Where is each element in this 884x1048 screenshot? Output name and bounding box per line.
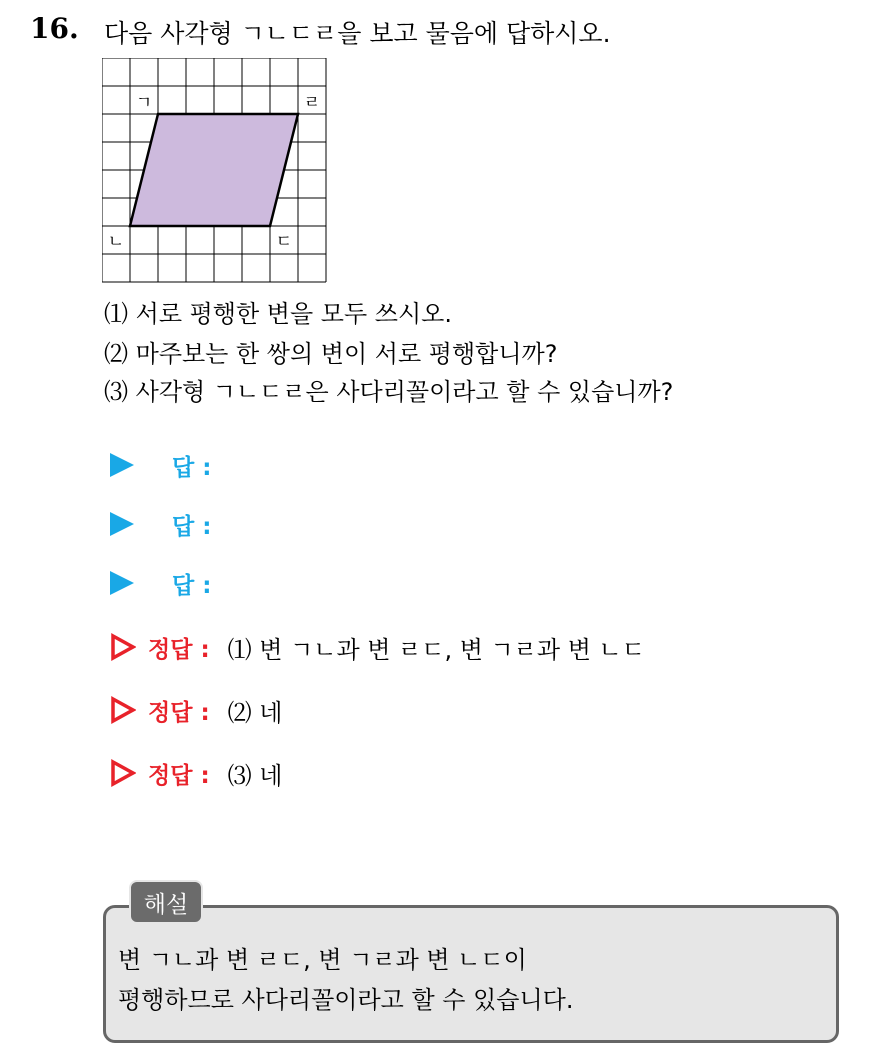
question-text: 다음 사각형 ㄱㄴㄷㄹ을 보고 물음에 답하시오. <box>104 19 611 48</box>
correct-label: 정답 : <box>148 699 210 726</box>
vertex-label-g: ㄱ <box>135 93 153 113</box>
explanation-line-2: 평행하므로 사다리꼴이라고 할 수 있습니다. <box>118 986 574 1014</box>
correct-text: ⑶ 네 <box>227 761 283 790</box>
subquestion-2: ⑵ 마주보는 한 쌍의 변이 서로 평행합니까? <box>104 340 558 368</box>
outline-arrow-icon <box>110 633 136 661</box>
correct-label: 정답 : <box>148 636 210 663</box>
answer-label: 답 : <box>172 572 212 599</box>
play-arrow-icon <box>110 571 134 595</box>
grid-diagram <box>102 58 330 284</box>
question-number: 16. <box>30 12 79 45</box>
correct-text: ⑴ 변 ㄱㄴ과 변 ㄹㄷ, 변 ㄱㄹ과 변 ㄴㄷ <box>227 635 645 664</box>
correct-answer-row-1 <box>110 629 645 665</box>
subquestion-3: ⑶ 사각형 ㄱㄴㄷㄹ은 사다리꼴이라고 할 수 있습니까? <box>104 378 674 406</box>
explanation-tab: 해설 <box>129 880 203 924</box>
answer-row-3 <box>110 565 211 601</box>
answer-row-2 <box>110 506 211 542</box>
correct-answer-row-3 <box>110 755 282 791</box>
subquestion-1: ⑴ 서로 평행한 변을 모두 쓰시오. <box>104 300 452 328</box>
play-arrow-icon <box>110 453 134 477</box>
parallelogram-figure <box>102 58 330 284</box>
vertex-label-r: ㄹ <box>303 93 321 113</box>
answer-label: 답 : <box>172 454 212 481</box>
answer-row-1 <box>110 447 211 483</box>
vertex-label-d: ㄷ <box>275 232 293 252</box>
explanation-line-1: 변 ㄱㄴ과 변 ㄹㄷ, 변 ㄱㄹ과 변 ㄴㄷ이 <box>118 946 527 974</box>
correct-label: 정답 : <box>148 762 210 789</box>
answer-label: 답 : <box>172 513 212 540</box>
play-arrow-icon <box>110 512 134 536</box>
outline-arrow-icon <box>110 759 136 787</box>
vertex-label-n: ㄴ <box>107 232 125 252</box>
correct-answer-row-2 <box>110 692 282 728</box>
parallelogram <box>130 114 298 226</box>
outline-arrow-icon <box>110 696 136 724</box>
correct-text: ⑵ 네 <box>227 698 283 727</box>
